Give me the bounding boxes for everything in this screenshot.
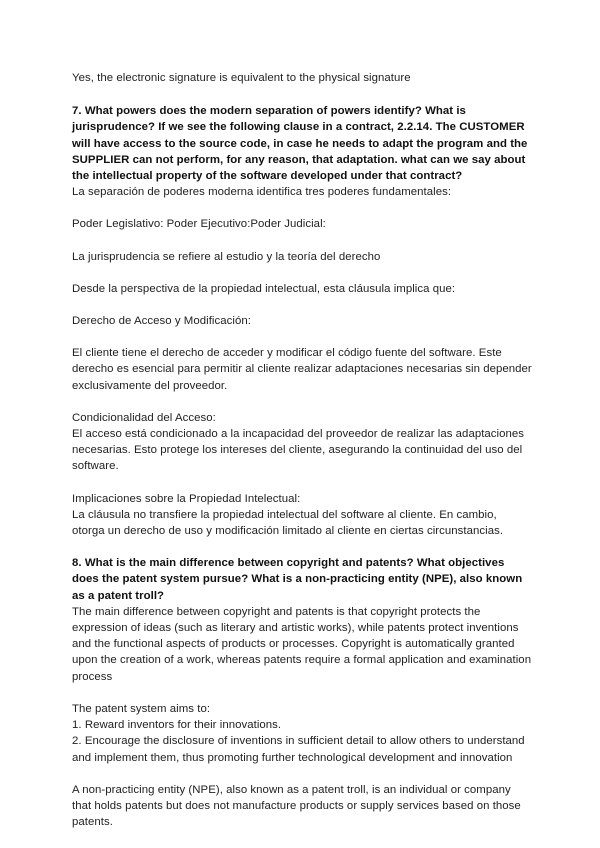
q7-answer-implications-heading: Implicaciones sobre la Propiedad Intelectual: [72,492,301,505]
q7-answer-powers-list: Poder Legislativo: Poder Ejecutivo:Poder Judicial: [72,218,326,231]
q7-answer-implications-body: La cláusula no transfiere la propiedad intelectual del software al cliente. En cambio, otorga un derecho de uso y modificación limitado al cliente en ciertas circunstancias. [72,508,504,538]
q7-answer-access-heading: Derecho de Acceso y Modificación: [72,315,251,328]
q7-answer-access-body: El cliente tiene el derecho de acceder y modificar el código fuente del software. Este derecho es esencial para permitir al cliente realizar adaptaciones necesarias sin depender exclusivamente del proveedor. [72,347,532,392]
question-7-heading: 7. What powers does the modern separation of powers identify? What is jurisprudence? If we see the following clause in a contract, 2.2.14. The CUSTOMER will have access to the source code, in case he needs to adapt the program and the SUPPLIER can not perform, for any reason, that adaptation. what can we say about the intellectual property of the software developed under that contract? [72,105,528,183]
question-8-heading: 8. What is the main difference between copyright and patents? What objectives does the patent system pursue? What is a non-practicing entity (NPE), also known as a patent troll? [72,557,523,602]
q8-answer-patent-aims-heading: The patent system aims to: [72,702,211,715]
q7-answer-ip-perspective: Desde la perspectiva de la propiedad intelectual, esta cláusula implica que: [72,282,456,295]
q8-answer-aim-2: 2. Encourage the disclosure of inventions in sufficient detail to allow others to understand and implement them, thus promoting further technological development and innovation [72,735,525,764]
q8-answer-npe: A non-practicing entity (NPE), also known as a patent troll, is an individual or company that holds patents but does not manufacture products or supply services based on those patents. [72,783,521,829]
q7-answer-jurisprudence: La jurisprudencia se refiere al estudio y la teoría del derecho [72,250,381,263]
q7-answer-conditionality-heading: Condicionalidad del Acceso: [72,411,216,424]
q8-answer-aim-1: 1. Reward inventors for their innovations. [72,719,282,732]
q8-answer-copyright-vs-patents: The main difference between copyright and patents is that copyright protects the expression of ideas (such as literary and artistic works), while patents protect inventions and the functional aspects of products or processes. Copyright is automatically granted upon the creation of a work, whereas patents require a formal application and examination process [72,605,532,683]
intro-paragraph: Yes, the electronic signature is equivalent to the physical signature [72,72,411,84]
document-body [72,70,532,830]
q7-answer-conditionality-body: El acceso está condicionado a la incapacidad del proveedor de realizar las adaptaciones necesarias. Esto protege los intereses del cliente, asegurando la continuidad del uso del software. [72,428,525,473]
q7-answer-separation-powers: La separación de poderes moderna identifica tres poderes fundamentales: [72,186,452,199]
